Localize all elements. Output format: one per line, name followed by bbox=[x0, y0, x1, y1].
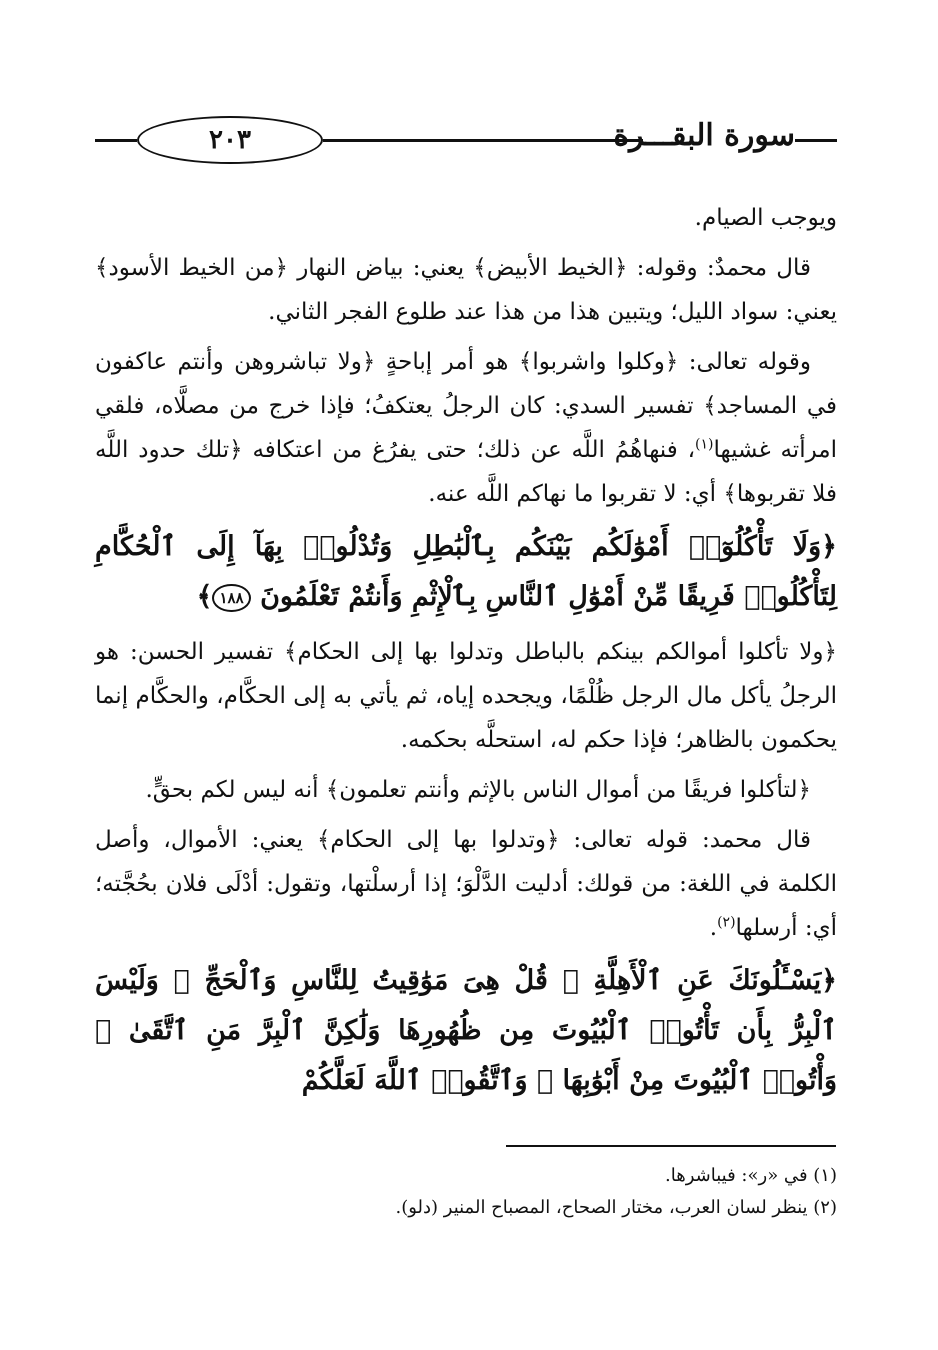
paragraph bbox=[95, 340, 837, 516]
header-rule-middle bbox=[323, 139, 643, 142]
surah-title: سورة البقـــرة bbox=[613, 118, 795, 153]
quran-verse bbox=[95, 956, 837, 1106]
paragraph bbox=[95, 196, 837, 240]
footnote: (٢) ينظر لسان العرب، مختار الصحاح، المصباح المنير (دلو). bbox=[395, 1197, 837, 1218]
paragraph bbox=[95, 818, 837, 950]
paragraph-text: ﴿لتأكلوا فريقًا من أموال الناس بالإثم وأنتم تعلمون﴾ أنه ليس لكم بحقٍّ. bbox=[145, 777, 811, 803]
paragraph-text: وقوله تعالى: ﴿وكلوا واشربوا﴾ هو أمر إباحةٍ ﴿ولا تباشروهن وأنتم عاكفون في المساجد﴾ تفسير السدي: كان الرجلُ يعتكفُ؛ فإذا خرج من مصلَّاه، فلقي امرأته غشيها bbox=[95, 349, 837, 463]
paragraph-text: ﴿ولا تأكلوا أموالكم بينكم بالباطل وتدلوا بها إلى الحكام﴾ تفسير الحسن: هو الرجلُ يأكل مال الرجل ظُلْمًا، ويجحده إياه، ثم يأتي به إلى الحكَّام، والحكَّام إنما يحكمون بالظاهر؛ فإذا حكم له، استحلَّه بحكمه. bbox=[95, 639, 837, 753]
paragraph-text: قال محمد: قوله تعالى: ﴿وتدلوا بها إلى الحكام﴾ يعني: الأموال، وأصل الكلمة في اللغة: من قولك: أدليت الدَّلْوَ؛ إذا أرسلْتها، وتقول: أدْلَى فلان بحُجَّته؛ أي: أرسلها bbox=[95, 827, 837, 941]
paragraph bbox=[95, 768, 837, 812]
header-rule-left bbox=[95, 139, 137, 142]
page-number: ٢٠٣ bbox=[137, 116, 323, 164]
footnote-divider bbox=[506, 1145, 836, 1147]
footnotes bbox=[95, 1160, 837, 1224]
footnote-ref[interactable]: (١) bbox=[695, 436, 714, 453]
verse-text: ﴿وَلَا تَأْكُلُوٓا۟ أَمْوَٰلَكُم بَيْنَكُم بِٱلْبَٰطِلِ وَتُدْلُوا۟ بِهَآ إِلَى ٱلْحُكَّامِ لِتَأْكُلُوا۟ فَرِيقًا مِّنْ أَمْوَٰلِ ٱلنَّاسِ بِٱلْإِثْمِ وَأَنتُمْ تَعْلَمُونَ bbox=[95, 531, 837, 612]
footnote-ref[interactable]: (٢) bbox=[717, 914, 736, 931]
paragraph-text: ، فنهاهُمُ اللَّه عن ذلك؛ حتى يفرُغ من اعتكافه ﴿تلك حدود اللَّه فلا تقربوها﴾ أي: لا تقربوا ما نهاكم اللَّه عنه. bbox=[95, 437, 837, 507]
paragraph-text: ويوجب الصيام. bbox=[694, 205, 837, 231]
paragraph-text: قال محمدٌ: وقوله: ﴿الخيط الأبيض﴾ يعني: بياض النهار ﴿من الخيط الأسود﴾ يعني: سواد الليل؛ ويتبين هذا من هذا عند طلوع الفجر الثاني. bbox=[95, 255, 837, 325]
verse-end-bracket: ﴾ bbox=[196, 581, 213, 612]
quran-verse bbox=[95, 522, 837, 622]
header-rule-right bbox=[795, 139, 837, 142]
page-header bbox=[95, 112, 837, 170]
paragraph-text: . bbox=[709, 915, 718, 941]
paragraph bbox=[95, 246, 837, 334]
page-body bbox=[95, 196, 837, 1114]
footnote: (١) في «ر»: فيباشرها. bbox=[665, 1165, 837, 1186]
verse-text: ﴿يَسْـَٔلُونَكَ عَنِ ٱلْأَهِلَّةِ ۖ قُلْ هِىَ مَوَٰقِيتُ لِلنَّاسِ وَٱلْحَجِّ ۗ وَلَيْسَ ٱلْبِرُّ بِأَن تَأْتُوا۟ ٱلْبُيُوتَ مِن ظُهُورِهَا وَلَٰكِنَّ ٱلْبِرَّ مَنِ ٱتَّقَىٰ ۗ وَأْتُوا۟ ٱلْبُيُوتَ مِنْ أَبْوَٰبِهَا ۚ وَٱتَّقُوا۟ ٱللَّهَ لَعَلَّكُمْ bbox=[95, 965, 837, 1096]
paragraph bbox=[95, 630, 837, 762]
ayah-number: ١٨٨ bbox=[212, 584, 250, 612]
